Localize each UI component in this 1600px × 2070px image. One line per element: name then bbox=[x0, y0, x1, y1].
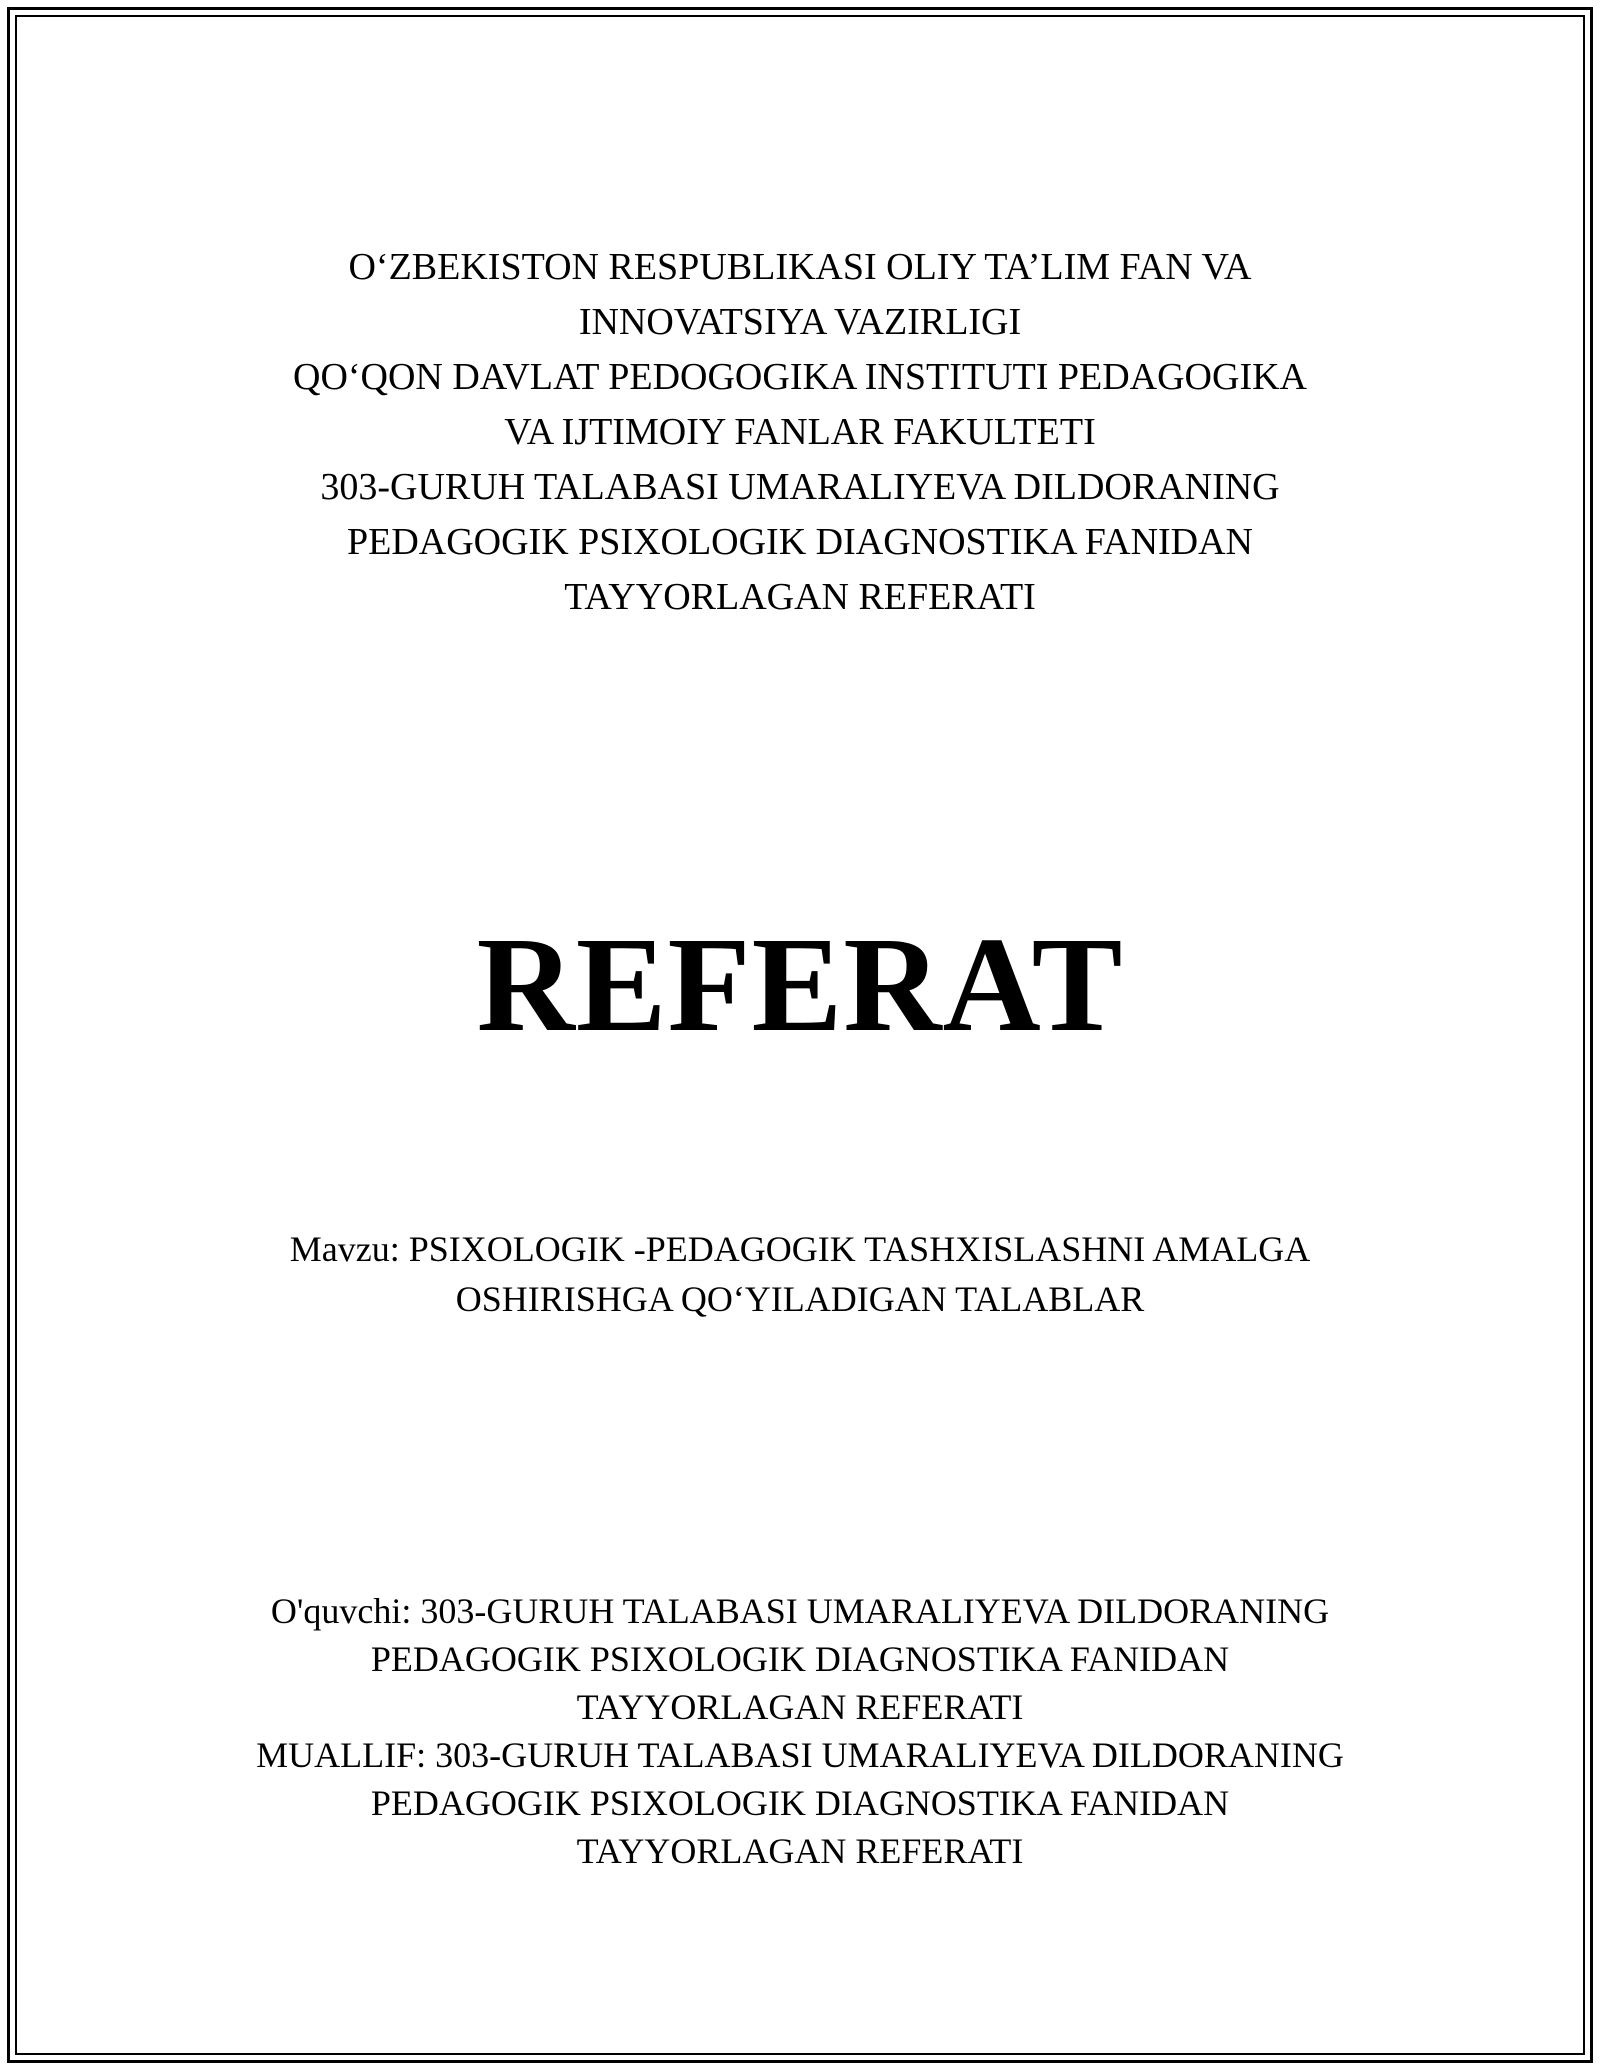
credits-block bbox=[0, 1587, 1600, 1875]
topic-line: Mavzu: PSIXOLOGIK -PEDAGOGIK TASHXISLASHNI AMALGA bbox=[289, 1229, 1311, 1269]
credits-line: PEDAGOGIK PSIXOLOGIK DIAGNOSTIKA FANIDAN bbox=[370, 1783, 1230, 1823]
header-line: QO‘QON DAVLAT PEDOGOGIKA INSTITUTI PEDAGOGIKA bbox=[293, 356, 1307, 398]
header-line: 303-GURUH TALABASI UMARALIYEVA DILDORANING bbox=[320, 466, 1280, 508]
header-line: PEDAGOGIK PSIXOLOGIK DIAGNOSTIKA FANIDAN bbox=[347, 521, 1253, 563]
institution-header bbox=[0, 240, 1600, 625]
credits-line: TAYYORLAGAN REFERATI bbox=[576, 1687, 1024, 1727]
credits-line: TAYYORLAGAN REFERATI bbox=[576, 1831, 1024, 1871]
credits-line: O'quvchi: 303-GURUH TALABASI UMARALIYEVA DILDORANING bbox=[270, 1591, 1330, 1631]
topic-block bbox=[0, 1224, 1600, 1324]
document-title: REFERAT bbox=[476, 910, 1124, 1060]
topic-line: OSHIRISHGA QO‘YILADIGAN TALABLAR bbox=[455, 1279, 1145, 1319]
header-line: INNOVATSIYA VAZIRLIGI bbox=[578, 301, 1022, 343]
header-line: O‘ZBEKISTON RESPUBLIKASI OLIY TA’LIM FAN VA bbox=[348, 246, 1252, 288]
header-line: VA IJTIMOIY FANLAR FAKULTETI bbox=[504, 411, 1096, 453]
credits-line: MUALLIF: 303-GURUH TALABASI UMARALIYEVA DILDORANING bbox=[256, 1735, 1344, 1775]
credits-line: PEDAGOGIK PSIXOLOGIK DIAGNOSTIKA FANIDAN bbox=[370, 1639, 1230, 1679]
header-line: TAYYORLAGAN REFERATI bbox=[564, 576, 1036, 618]
